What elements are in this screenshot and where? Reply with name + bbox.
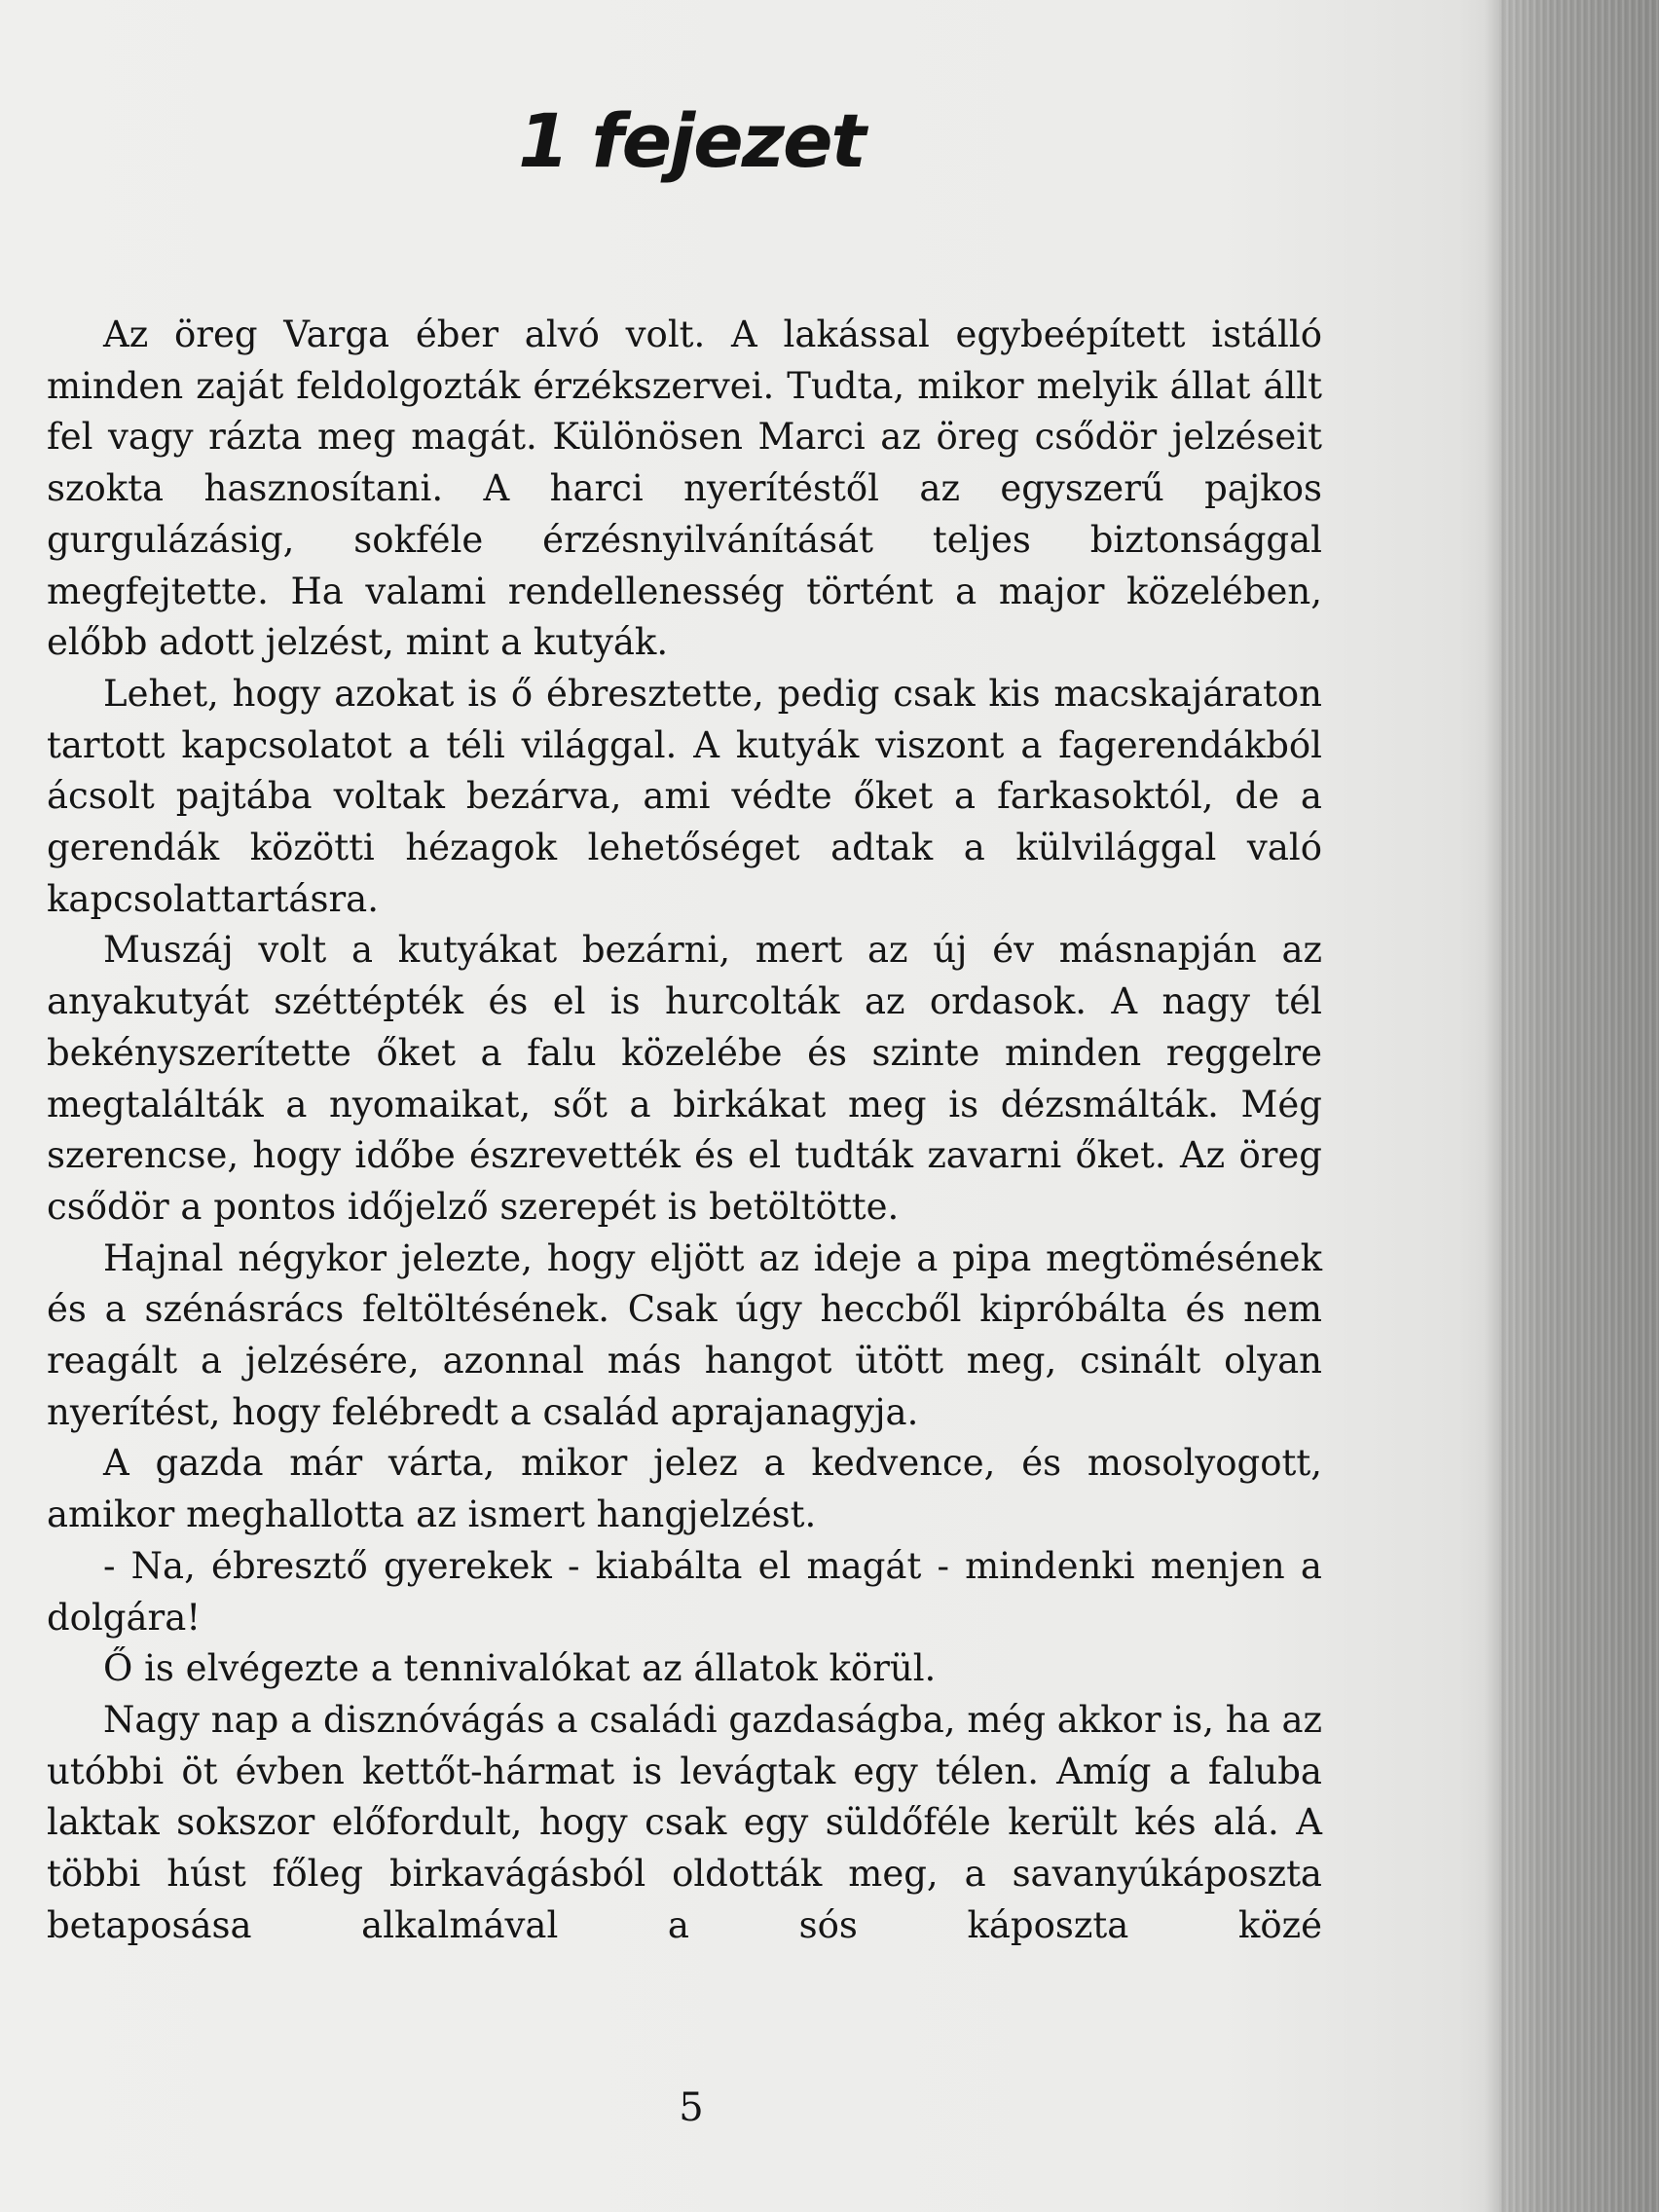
page-number: 5 (679, 2085, 704, 2130)
body-text (47, 310, 1322, 1952)
chapter-title: 1 fejezet (518, 97, 865, 184)
paragraph-2: Lehet, hogy azokat is ő ébresztette, pedig csak kis macskajáraton tartott kapcsolatot a téli világgal. A kutyák viszont a fagerendákból ácsolt pajtába voltak bezárva, ami védte őket a farkasoktól, de a gerendák közötti hézagok lehetőséget adtak a külvilággal való kapcsolattartásra. (47, 672, 1322, 920)
paragraph-1: Az öreg Varga éber alvó volt. A lakással egybeépített istálló minden zaját feldolgozták érzékszervei. Tudta, mikor melyik állat állt fel vagy rázta meg magát. Különösen Marci az öreg csődör jelzéseit szokta hasznosítani. A harci nyerítéstől az egyszerű pajkos gurgulázásig, sokféle érzésnyilvánítását teljes biztonsággal megfejtette. Ha valami rendellenesség történt a major közelében, előbb adott jelzést, mint a kutyák. (47, 313, 1322, 664)
paragraph-5: A gazda már várta, mikor jelez a kedvence, és mosolyogott, amikor meghallotta az ismert hangjelzést. (47, 1442, 1322, 1536)
book-edge (1499, 0, 1659, 2212)
paragraph-6: - Na, ébresztő gyerekek - kiabálta el magát - mindenki menjen a dolgára! (47, 1544, 1322, 1639)
paragraph-3: Muszáj volt a kutyákat bezárni, mert az új év másnapján az anyakutyát széttépték és el is hurcolták az ordasok. A nagy tél bekényszerítette őket a falu közelébe és szinte minden reggelre megtalálták a nyomaikat, sőt a birkákat meg is dézsmálták. Még szerencse, hogy időbe észrevették és el tudták zavarni őket. Az öreg csődör a pontos időjelző szerepét is betöltötte. (47, 929, 1322, 1228)
paragraph-8: Nagy nap a disznóvágás a családi gazdaságba, még akkor is, ha az utóbbi öt évben kettőt-hármat is levágtak egy télen. Amíg a faluba laktak sokszor előfordult, hogy csak egy süldőféle került kés alá. A többi húst főleg birkavágásból oldották meg, a savanyúkáposzta betaposása alkalmával a sós káposzta közé (47, 1698, 1322, 1946)
paragraph-4: Hajnal négykor jelezte, hogy eljött az ideje a pipa megtömésének és a szénásrács feltöltésének. Csak úgy heccből kipróbálta és nem reagált a jelzésére, azonnal más hangot ütött meg, csinált olyan nyerítést, hogy felébredt a család aprajanagyja. (47, 1236, 1322, 1433)
paragraph-7: Ő is elvégezte a tennivalókat az állatok körül. (103, 1647, 937, 1690)
